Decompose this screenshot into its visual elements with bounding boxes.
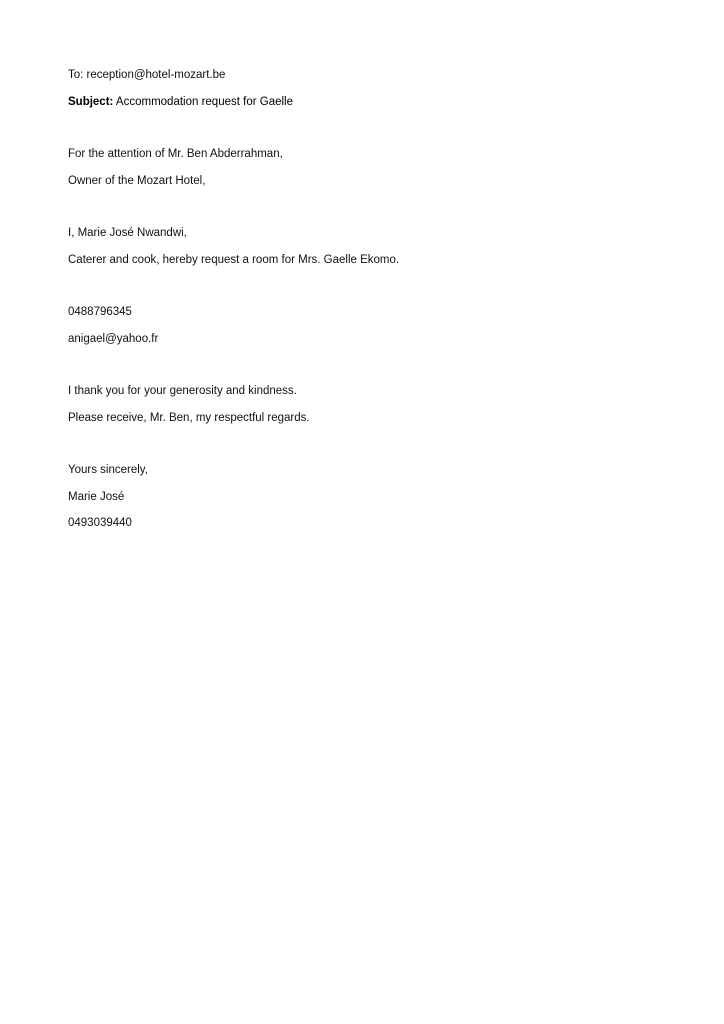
- signature-phone-line: 0493039440: [68, 517, 132, 529]
- spacer-after-owner: [68, 194, 656, 220]
- spacer-before-contact: [68, 273, 656, 299]
- contact-email-line: anigael@yahoo.fr: [68, 332, 159, 345]
- sender-intro-line: I, Marie José Nwandwi,: [68, 227, 187, 239]
- signature-name-line: Marie José: [68, 490, 125, 503]
- owner-line: Owner of the Mozart Hotel,: [68, 174, 206, 187]
- subject-line: [68, 89, 656, 116]
- sender-role-line: Caterer and cook, hereby request a room for Mrs. Gaelle Ekomo.: [68, 253, 400, 266]
- contact-phone-line: 0488796345: [68, 306, 132, 318]
- closing-line: Yours sincerely,: [68, 464, 148, 476]
- subject-label: Subject:: [68, 95, 114, 108]
- spacer-before-thanks: [68, 352, 656, 378]
- subject-value: Accommodation request for Gaelle: [113, 95, 293, 108]
- regards-line: Please receive, Mr. Ben, my respectful regards.: [68, 411, 310, 424]
- spacer-after-subject: [68, 115, 656, 141]
- spacer-before-closing: [68, 431, 656, 457]
- recipient-line: To: reception@hotel-mozart.be: [68, 69, 226, 81]
- thanks-line: I thank you for your generosity and kindness.: [68, 385, 297, 397]
- attention-line: For the attention of Mr. Ben Abderrahman,: [68, 148, 283, 160]
- letter-body: [68, 62, 656, 537]
